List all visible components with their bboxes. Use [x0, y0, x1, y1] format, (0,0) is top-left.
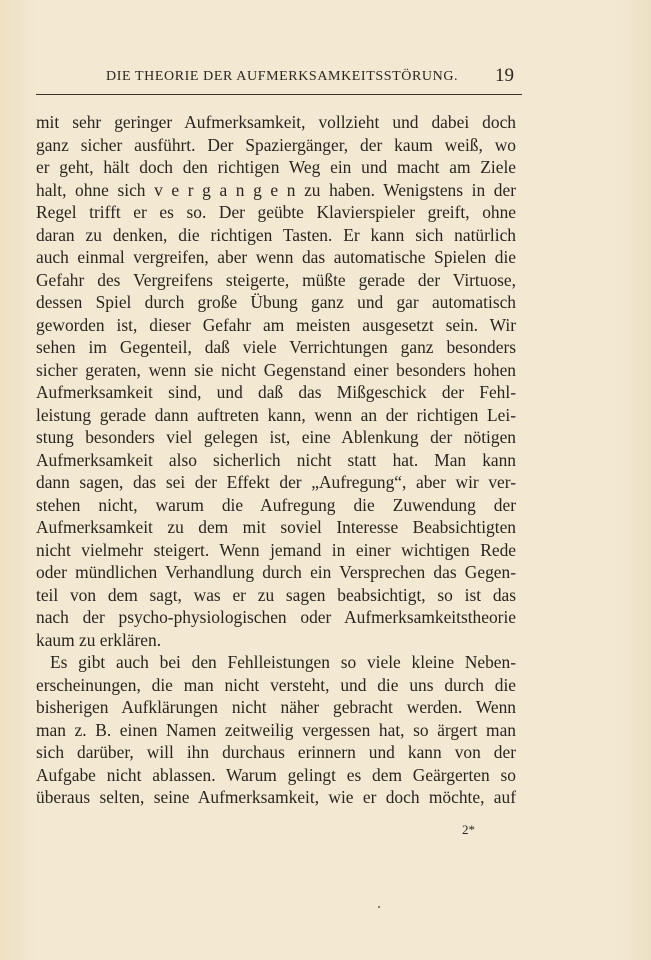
text-line: auch einmal vergreifen, aber wenn das automatische Spielen die: [36, 247, 516, 267]
text-line: sehen im Gegenteil, daß viele Verrichtungen ganz besonders: [36, 337, 516, 357]
text-line: teil von dem sagt, was er zu sagen beabsichtigt, so ist das: [36, 584, 516, 605]
text-line: Aufmerksamkeit also sicherlich nicht statt hat. Man kann: [36, 449, 516, 470]
text-line: halt, ohne sich v e r g a n g e n zu haben. Wenigstens in der: [36, 179, 516, 200]
text-line: Gefahr des Vergreifens steigerte, müßte gerade der Virtuose,: [36, 269, 516, 290]
text-line: man z. B. einen Namen zeitweilig vergessen hat, so ärgert man: [36, 719, 516, 740]
text-line: dann sagen, das sei der Effekt der „Aufregung“, aber wir ver-: [36, 472, 516, 492]
text-line: kaum zu erklären.: [36, 629, 162, 650]
signature-mark: 2*: [462, 822, 475, 837]
text-line: geworden ist, dieser Gefahr am meisten ausgesetzt sein. Wir: [36, 314, 516, 335]
text-line: leistung gerade dann auftreten kann, wenn an der richtigen Lei-: [36, 404, 516, 425]
text-line: dessen Spiel durch große Übung ganz und gar automatisch: [36, 292, 516, 312]
text-line: Aufmerksamkeit sind, und daß das Mißgeschick der Fehl-: [36, 382, 516, 402]
text-line: oder mündlichen Verhandlung durch ein Versprechen das Gegen-: [36, 562, 516, 582]
body-text: [36, 111, 516, 809]
text-line: bisherigen Aufklärungen nicht näher gebracht werden. Wenn: [36, 697, 516, 717]
text-line: Regel trifft er es so. Der geübte Klavierspieler greift, ohne: [36, 202, 516, 222]
paragraph-start-line: Es gibt auch bei den Fehlleistungen so viele kleine Neben-: [50, 652, 516, 672]
text-line: er geht, hält doch den richtigen Weg ein und macht am Ziele: [36, 157, 516, 177]
text-line: Aufgabe nicht ablassen. Warum gelingt es dem Geärgerten so: [36, 764, 516, 785]
text-line: nicht vielmehr steigert. Wenn jemand in einer wichtigen Rede: [36, 539, 516, 560]
paper-speck: [378, 906, 380, 908]
text-line: ganz sicher ausführt. Der Spaziergänger, der kaum weiß, wo: [36, 134, 516, 155]
text-line: stung besonders viel gelegen ist, eine Ablenkung der nötigen: [36, 427, 516, 447]
text-line: daran zu denken, die richtigen Tasten. Er kann sich natürlich: [36, 224, 516, 245]
text-line: erscheinungen, die man nicht versteht, und die uns durch die: [36, 674, 516, 695]
text-line: sich darüber, will ihn durchaus erinnern und kann von der: [36, 742, 516, 762]
text-line: stehen nicht, warum die Aufregung die Zuwendung der: [36, 494, 516, 515]
text-line: sicher geraten, wenn sie nicht Gegenstand einer besonders hohen: [36, 359, 516, 380]
page-number: 19: [495, 65, 514, 86]
page-header: [36, 64, 522, 95]
text-line: nach der psycho-physiologischen oder Aufmerksamkeitstheorie: [36, 607, 516, 627]
text-line: überaus selten, seine Aufmerksamkeit, wie er doch möchte, auf: [36, 787, 516, 807]
text-line: Aufmerksamkeit zu dem mit soviel Interesse Beabsichtigten: [36, 517, 516, 537]
running-title: DIE THEORIE DER AUFMERKSAMKEITSSTÖRUNG.: [106, 69, 459, 84]
text-line: mit sehr geringer Aufmerksamkeit, vollzieht und dabei doch: [36, 112, 516, 132]
